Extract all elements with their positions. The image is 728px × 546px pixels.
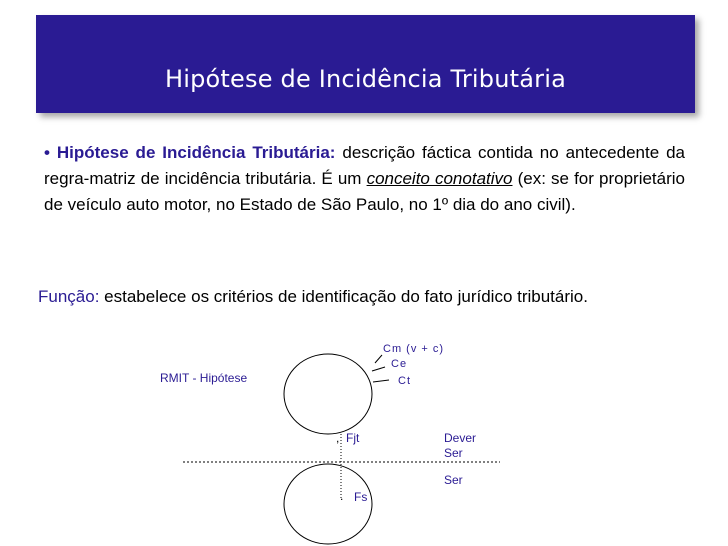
criteria-connector-1 — [375, 355, 382, 363]
definition-term: Hipótese de Incidência Tributária: — [56, 143, 336, 162]
fs-marker: . — [340, 489, 344, 503]
facts-ellipse — [284, 464, 372, 544]
function-label: Função: — [38, 287, 100, 306]
criteria-connector-3 — [373, 380, 389, 382]
dever-ser-label: Dever Ser — [444, 431, 477, 460]
hypothesis-ellipse — [284, 354, 372, 434]
rmit-label: RMIT - Hipótese — [160, 371, 248, 385]
fjt-marker: , — [336, 431, 340, 445]
criterion-temporal-label: Ct — [398, 375, 411, 387]
criterion-material-label: Cm (v + c) — [383, 343, 445, 355]
fs-label: Fs — [354, 490, 368, 504]
criteria-connector-2 — [372, 367, 385, 371]
page-title: Hipótese de Incidência Tributária — [165, 65, 566, 93]
criterion-espacial-label: Ce — [391, 358, 408, 370]
function-text: estabelece os critérios de identificação do fato jurídico tributário. — [99, 287, 588, 306]
definition-text-1: descrição fáctica contida no antecedente da regra-matriz de incidência tributária. É um — [44, 143, 685, 188]
ser-label: Ser — [444, 473, 463, 487]
fjt-label: Fjt — [346, 431, 360, 445]
bullet-icon: • — [44, 143, 50, 162]
definition-text-2: (ex: se for proprietário de veículo auto motor, no Estado de São Paulo, no 1º dia do ano civil). — [44, 169, 686, 214]
definition-emphasis: conceito conotativo — [366, 169, 513, 188]
